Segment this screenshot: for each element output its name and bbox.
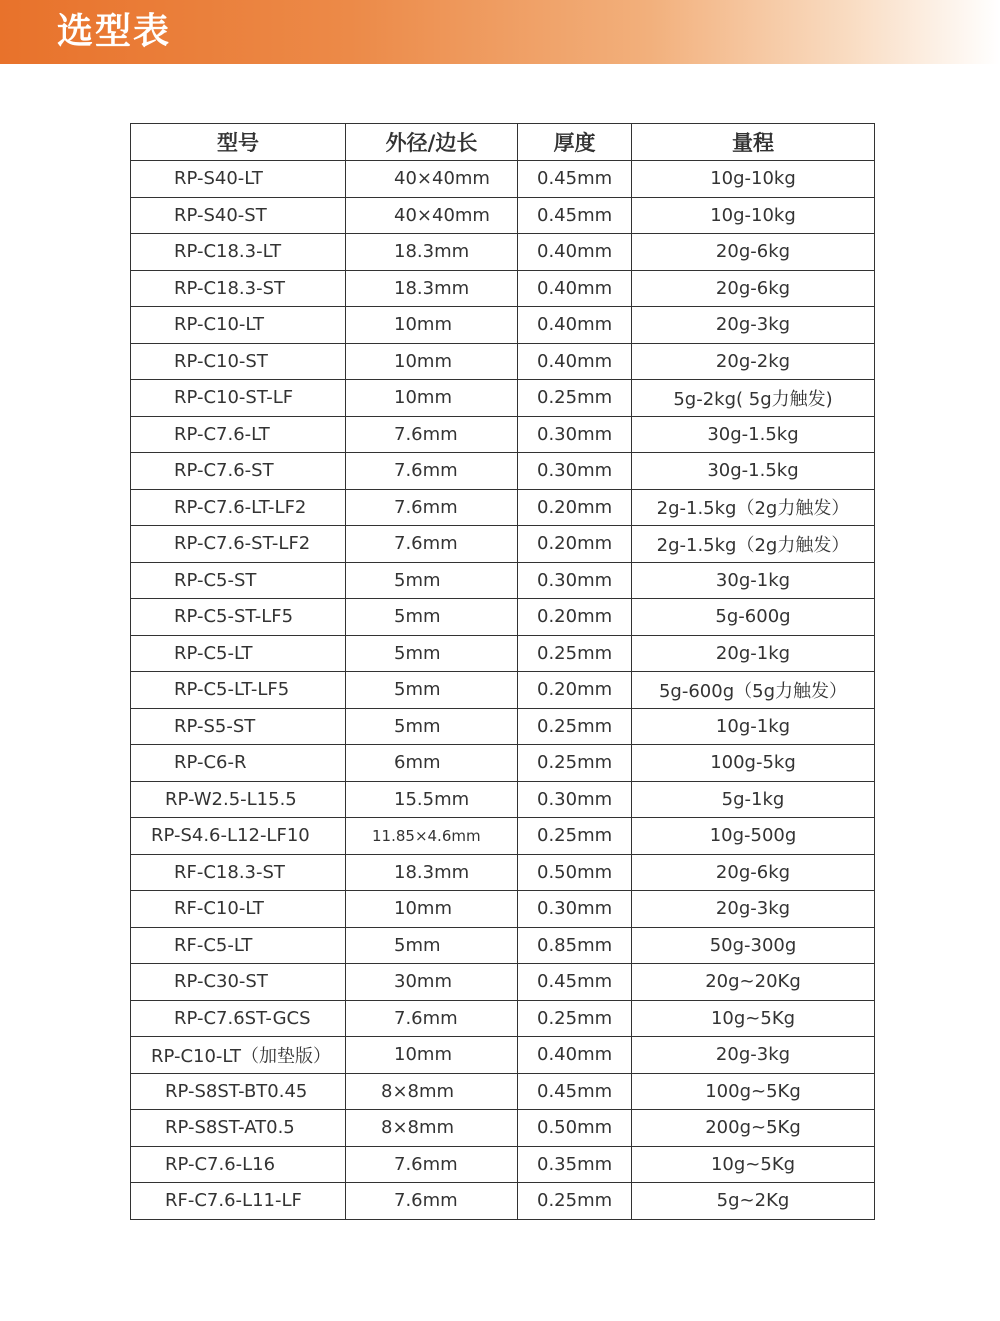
table-row xyxy=(131,745,875,782)
cell-range: 2g-1.5kg（2g力触发） xyxy=(632,526,875,563)
cell-range: 20g-2kg xyxy=(632,343,875,380)
table-row xyxy=(131,818,875,855)
cell-model: RP-S4.6-L12-LF10 xyxy=(131,818,346,855)
cell-size: 10mm xyxy=(346,891,518,928)
cell-model: RP-S40-LT xyxy=(131,161,346,198)
cell-model: RP-C10-ST xyxy=(131,343,346,380)
table-header-row xyxy=(131,124,875,161)
cell-thickness: 0.45mm xyxy=(518,161,632,198)
cell-model: RP-C7.6-LT-LF2 xyxy=(131,489,346,526)
cell-size: 30mm xyxy=(346,964,518,1001)
table-row xyxy=(131,1110,875,1147)
cell-model: RF-C7.6-L11-LF xyxy=(131,1183,346,1220)
cell-range: 2g-1.5kg（2g力触发） xyxy=(632,489,875,526)
cell-range: 5g-600g xyxy=(632,599,875,636)
table-row xyxy=(131,635,875,672)
cell-range: 30g-1.5kg xyxy=(632,416,875,453)
cell-range: 100g~5Kg xyxy=(632,1073,875,1110)
column-header-model: 型号 xyxy=(131,124,346,161)
table-row xyxy=(131,416,875,453)
cell-thickness: 0.30mm xyxy=(518,891,632,928)
cell-size: 6mm xyxy=(346,745,518,782)
cell-size: 5mm xyxy=(346,562,518,599)
cell-model: RP-C30-ST xyxy=(131,964,346,1001)
cell-model: RP-C10-ST-LF xyxy=(131,380,346,417)
cell-thickness: 0.50mm xyxy=(518,854,632,891)
cell-range: 20g~20Kg xyxy=(632,964,875,1001)
cell-size: 10mm xyxy=(346,343,518,380)
table-row xyxy=(131,781,875,818)
cell-size: 7.6mm xyxy=(346,489,518,526)
cell-model: RF-C18.3-ST xyxy=(131,854,346,891)
cell-thickness: 0.25mm xyxy=(518,635,632,672)
cell-thickness: 0.40mm xyxy=(518,270,632,307)
cell-size: 40×40mm xyxy=(346,161,518,198)
cell-size: 8×8mm xyxy=(346,1073,518,1110)
cell-range: 10g~5Kg xyxy=(632,1146,875,1183)
table-row xyxy=(131,343,875,380)
table-row xyxy=(131,927,875,964)
cell-size: 8×8mm xyxy=(346,1110,518,1147)
table-row xyxy=(131,197,875,234)
cell-range: 10g~5Kg xyxy=(632,1000,875,1037)
cell-size: 7.6mm xyxy=(346,1000,518,1037)
cell-size: 5mm xyxy=(346,635,518,672)
table-row xyxy=(131,270,875,307)
cell-thickness: 0.25mm xyxy=(518,1183,632,1220)
cell-model: RP-C18.3-LT xyxy=(131,234,346,271)
table-row xyxy=(131,854,875,891)
cell-thickness: 0.30mm xyxy=(518,416,632,453)
table-row xyxy=(131,672,875,709)
cell-size: 5mm xyxy=(346,599,518,636)
cell-thickness: 0.40mm xyxy=(518,343,632,380)
cell-range: 5g-2kg( 5g力触发) xyxy=(632,380,875,417)
cell-size: 18.3mm xyxy=(346,270,518,307)
cell-range: 200g~5Kg xyxy=(632,1110,875,1147)
cell-model: RP-C10-LT（加垫版） xyxy=(131,1037,346,1074)
cell-model: RP-C18.3-ST xyxy=(131,270,346,307)
cell-size: 11.85×4.6mm xyxy=(346,818,518,855)
cell-model: RP-S5-ST xyxy=(131,708,346,745)
cell-model: RP-W2.5-L15.5 xyxy=(131,781,346,818)
cell-thickness: 0.25mm xyxy=(518,818,632,855)
column-header-range: 量程 xyxy=(632,124,875,161)
cell-model: RP-C5-ST-LF5 xyxy=(131,599,346,636)
cell-size: 18.3mm xyxy=(346,234,518,271)
table-row xyxy=(131,1073,875,1110)
cell-range: 10g-10kg xyxy=(632,197,875,234)
cell-thickness: 0.85mm xyxy=(518,927,632,964)
cell-range: 100g-5kg xyxy=(632,745,875,782)
table-row xyxy=(131,526,875,563)
cell-range: 50g-300g xyxy=(632,927,875,964)
cell-range: 20g-6kg xyxy=(632,270,875,307)
table-row xyxy=(131,1037,875,1074)
cell-thickness: 0.45mm xyxy=(518,1073,632,1110)
cell-size: 7.6mm xyxy=(346,453,518,490)
cell-size: 7.6mm xyxy=(346,416,518,453)
cell-size: 5mm xyxy=(346,708,518,745)
cell-range: 5g-600g（5g力触发） xyxy=(632,672,875,709)
table-row xyxy=(131,161,875,198)
cell-range: 20g-3kg xyxy=(632,307,875,344)
column-header-size: 外径/边长 xyxy=(346,124,518,161)
cell-thickness: 0.20mm xyxy=(518,526,632,563)
table-row xyxy=(131,380,875,417)
cell-model: RP-C7.6-LT xyxy=(131,416,346,453)
cell-thickness: 0.50mm xyxy=(518,1110,632,1147)
cell-size: 15.5mm xyxy=(346,781,518,818)
cell-thickness: 0.20mm xyxy=(518,599,632,636)
cell-range: 10g-500g xyxy=(632,818,875,855)
cell-thickness: 0.40mm xyxy=(518,307,632,344)
cell-model: RP-C7.6ST-GCS xyxy=(131,1000,346,1037)
table-row xyxy=(131,453,875,490)
cell-range: 20g-6kg xyxy=(632,854,875,891)
cell-thickness: 0.30mm xyxy=(518,562,632,599)
cell-thickness: 0.20mm xyxy=(518,489,632,526)
table-row xyxy=(131,307,875,344)
table-row xyxy=(131,489,875,526)
cell-size: 40×40mm xyxy=(346,197,518,234)
header-banner xyxy=(0,0,1000,64)
cell-model: RP-C5-LT xyxy=(131,635,346,672)
page-title: 选型表 xyxy=(57,11,172,52)
cell-thickness: 0.30mm xyxy=(518,453,632,490)
table-row xyxy=(131,562,875,599)
cell-size: 10mm xyxy=(346,380,518,417)
cell-model: RP-S8ST-BT0.45 xyxy=(131,1073,346,1110)
cell-model: RF-C5-LT xyxy=(131,927,346,964)
table-row xyxy=(131,234,875,271)
cell-thickness: 0.25mm xyxy=(518,1000,632,1037)
table-row xyxy=(131,1183,875,1220)
table-row xyxy=(131,708,875,745)
cell-range: 20g-3kg xyxy=(632,1037,875,1074)
cell-range: 10g-1kg xyxy=(632,708,875,745)
cell-thickness: 0.40mm xyxy=(518,234,632,271)
cell-model: RP-C5-ST xyxy=(131,562,346,599)
cell-size: 10mm xyxy=(346,1037,518,1074)
cell-model: RP-C7.6-L16 xyxy=(131,1146,346,1183)
cell-size: 7.6mm xyxy=(346,526,518,563)
cell-model: RP-C7.6-ST-LF2 xyxy=(131,526,346,563)
cell-size: 18.3mm xyxy=(346,854,518,891)
cell-thickness: 0.20mm xyxy=(518,672,632,709)
cell-range: 10g-10kg xyxy=(632,161,875,198)
cell-thickness: 0.45mm xyxy=(518,964,632,1001)
cell-range: 30g-1.5kg xyxy=(632,453,875,490)
cell-model: RP-S40-ST xyxy=(131,197,346,234)
table-row xyxy=(131,599,875,636)
table-row xyxy=(131,1146,875,1183)
table-row xyxy=(131,964,875,1001)
cell-range: 20g-1kg xyxy=(632,635,875,672)
cell-thickness: 0.35mm xyxy=(518,1146,632,1183)
cell-size: 5mm xyxy=(346,672,518,709)
cell-model: RP-C6-R xyxy=(131,745,346,782)
cell-thickness: 0.25mm xyxy=(518,708,632,745)
cell-size: 5mm xyxy=(346,927,518,964)
cell-model: RF-C10-LT xyxy=(131,891,346,928)
cell-model: RP-S8ST-AT0.5 xyxy=(131,1110,346,1147)
column-header-thickness: 厚度 xyxy=(518,124,632,161)
cell-size: 7.6mm xyxy=(346,1146,518,1183)
table-row xyxy=(131,891,875,928)
cell-thickness: 0.30mm xyxy=(518,781,632,818)
selection-table xyxy=(130,123,875,1220)
cell-range: 5g-1kg xyxy=(632,781,875,818)
cell-size: 10mm xyxy=(346,307,518,344)
cell-size: 7.6mm xyxy=(346,1183,518,1220)
cell-range: 5g~2Kg xyxy=(632,1183,875,1220)
cell-range: 30g-1kg xyxy=(632,562,875,599)
cell-model: RP-C5-LT-LF5 xyxy=(131,672,346,709)
cell-thickness: 0.40mm xyxy=(518,1037,632,1074)
cell-thickness: 0.45mm xyxy=(518,197,632,234)
cell-range: 20g-6kg xyxy=(632,234,875,271)
cell-thickness: 0.25mm xyxy=(518,745,632,782)
cell-model: RP-C7.6-ST xyxy=(131,453,346,490)
table-row xyxy=(131,1000,875,1037)
cell-model: RP-C10-LT xyxy=(131,307,346,344)
cell-thickness: 0.25mm xyxy=(518,380,632,417)
cell-range: 20g-3kg xyxy=(632,891,875,928)
